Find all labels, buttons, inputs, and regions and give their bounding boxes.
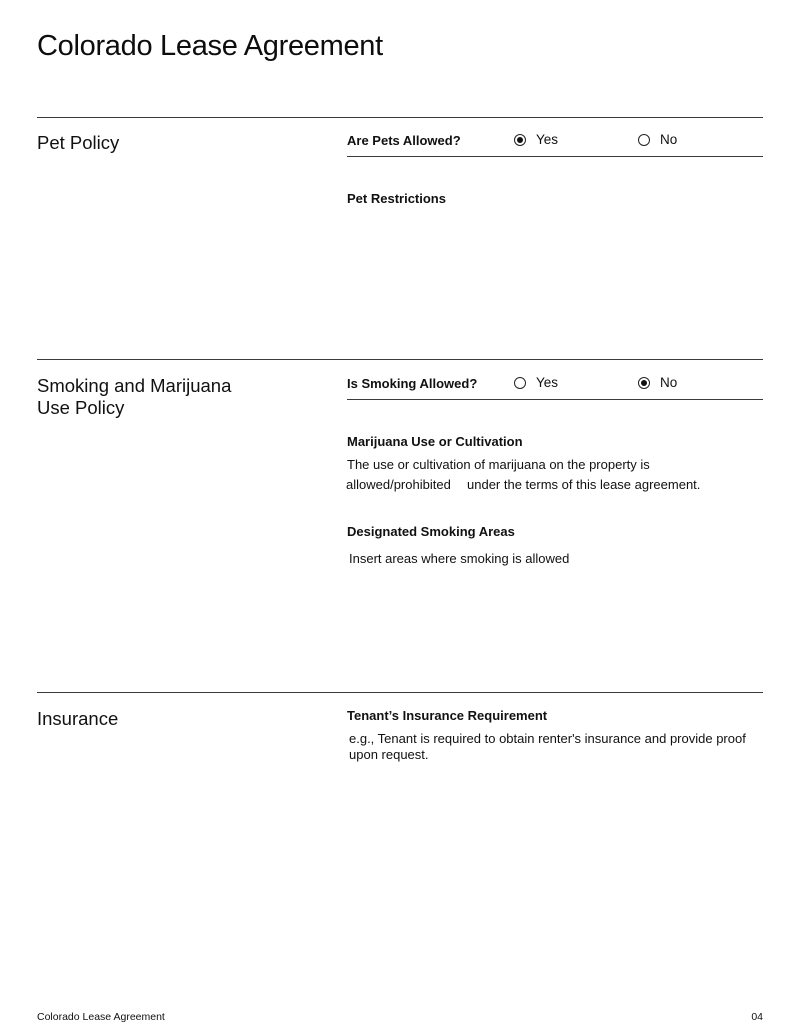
section-divider [37,117,763,118]
pets-allowed-yes-radio[interactable] [514,132,558,147]
pets-allowed-no-radio[interactable] [638,132,677,147]
page-number: 04 [751,1011,763,1023]
field-divider [347,399,763,400]
section-divider [37,692,763,693]
smoking-allowed-yes-radio[interactable] [514,375,558,390]
radio-unselected-icon [514,377,526,389]
page-title: Colorado Lease Agreement [37,30,383,62]
marijuana-text-line1: The use or cultivation of marijuana on the property is [347,457,650,472]
insurance-heading: Insurance [37,708,119,729]
smoking-heading-line1: Smoking and Marijuana [37,375,232,396]
smoking-allowed-no-radio[interactable] [638,375,677,390]
pets-allowed-question: Are Pets Allowed? [347,133,461,148]
radio-selected-icon [638,377,650,389]
radio-unselected-icon [638,134,650,146]
radio-label: Yes [536,375,559,390]
marijuana-allowed-field[interactable]: allowed/prohibited [346,477,451,492]
insurance-requirement-field[interactable] [349,731,746,763]
smoking-heading-line2: Use Policy [37,397,125,418]
section-divider [37,359,763,360]
pet-policy-heading: Pet Policy [37,132,120,153]
radio-label: Yes [536,132,559,147]
radio-label: No [660,132,678,147]
insurance-requirement-label: Tenant’s Insurance Requirement [347,708,548,723]
radio-selected-icon [514,134,526,146]
pet-restrictions-label: Pet Restrictions [347,191,446,206]
footer-document-title: Colorado Lease Agreement [37,1011,165,1023]
radio-label: No [660,375,678,390]
smoking-areas-field[interactable]: Insert areas where smoking is allowed [349,551,570,566]
field-divider [347,156,763,157]
marijuana-text-line2: under the terms of this lease agreement. [467,477,701,492]
smoking-policy-heading [37,375,231,419]
smoking-allowed-question: Is Smoking Allowed? [347,376,478,391]
insurance-text-line2: upon request. [349,747,429,762]
smoking-areas-label: Designated Smoking Areas [347,524,515,539]
marijuana-use-label: Marijuana Use or Cultivation [347,434,523,449]
insurance-text-line1: e.g., Tenant is required to obtain renter's insurance and provide proof [349,731,746,746]
